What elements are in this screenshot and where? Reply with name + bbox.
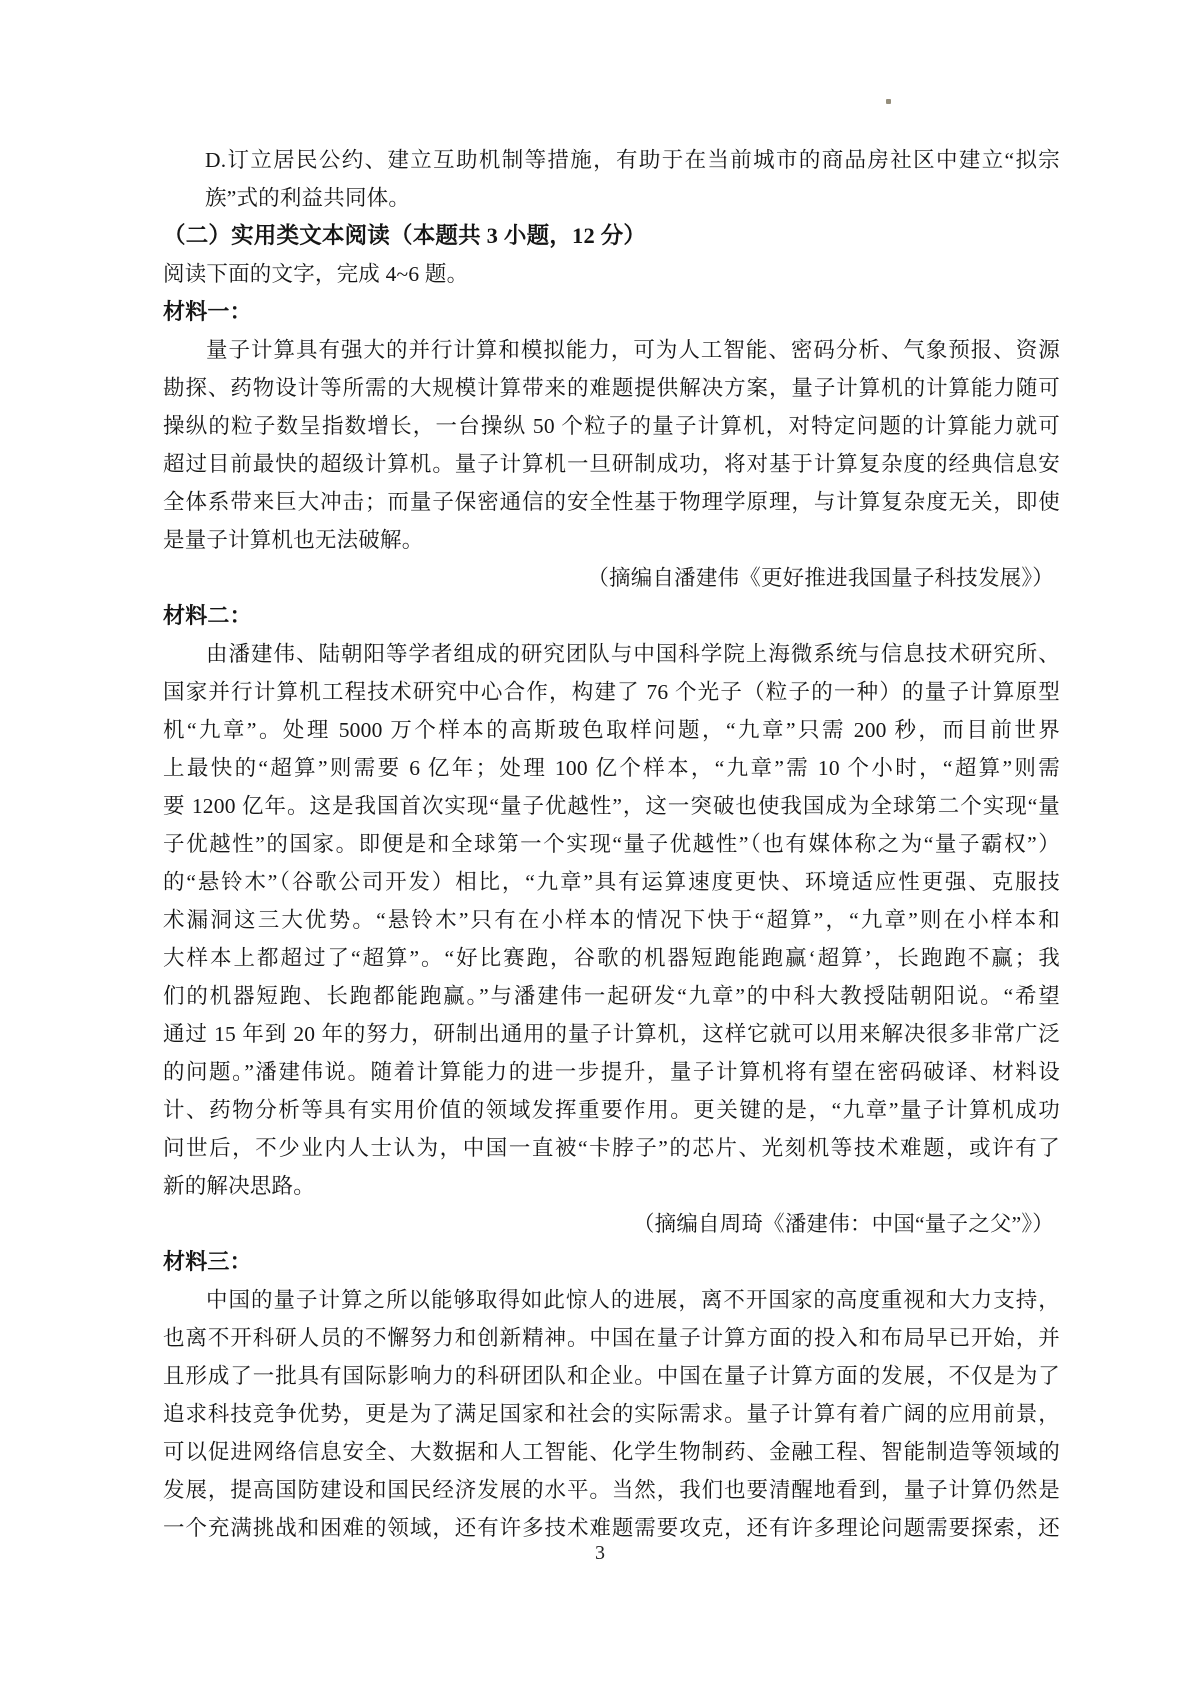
material-2-label-line: 材料二： — [163, 603, 252, 628]
material-2-attribution-line: （摘编自周琦《潘建伟：中国“量子之父”》） — [632, 1212, 1054, 1236]
material-1-attribution-line: （摘编自潘建伟《更好推进我国量子科技发展》） — [587, 566, 1054, 590]
material-3-paragraph-line: 一个充满挑战和困难的领域，还有许多技术难题需要攻克，还有许多理论问题需要探索，还 — [163, 1516, 1060, 1540]
material-3-label-line: 材料三： — [163, 1249, 252, 1274]
option-d — [163, 141, 1060, 217]
material-2-paragraph-line: 的“悬铃木”（谷歌公司开发）相比，“九章”具有运算速度更快、环境适应性更强、克服技 — [163, 870, 1060, 894]
material-2-paragraph-line: 通过 15 年到 20 年的努力，研制出通用的量子计算机，这样它就可以用来解决很多非常广泛 — [163, 1022, 1060, 1046]
material-3-paragraph-line: 也离不开科研人员的不懈努力和创新精神。中国在量子计算方面的投入和布局早已开始，并 — [163, 1326, 1060, 1350]
material-3-paragraph-line: 中国的量子计算之所以能够取得如此惊人的进展，离不开国家的高度重视和大力支持， — [206, 1288, 1060, 1312]
material-3-label — [163, 1243, 1060, 1281]
material-1-paragraph-line: 量子计算具有强大的并行计算和模拟能力，可为人工智能、密码分析、气象预报、资源 — [206, 338, 1060, 362]
material-2-paragraph-line: 子优越性”的国家。即便是和全球第一个实现“量子优越性”（也有媒体称之为“量子霸权”） — [163, 832, 1060, 856]
material-2-paragraph-line: 国家并行计算机工程技术研究中心合作，构建了 76 个光子（粒子的一种）的量子计算原型 — [163, 680, 1060, 704]
material-1-paragraph-line: 操纵的粒子数呈指数增长，一台操纵 50 个粒子的量子计算机，对特定问题的计算能力就可 — [163, 414, 1060, 438]
material-2-paragraph-line: 术漏洞这三大优势。“悬铃木”只有在小样本的情况下快于“超算”，“九章”则在小样本和 — [163, 908, 1060, 932]
material-1-paragraph-line: 勘探、药物设计等所需的大规模计算带来的难题提供解决方案，量子计算机的计算能力随可 — [163, 376, 1060, 400]
material-2-paragraph-line: 大样本上都超过了“超算”。“好比赛跑，谷歌的机器短跑能跑赢‘超算’，长跑跑不赢；我 — [163, 946, 1060, 970]
material-1-paragraph-line: 超过目前最快的超级计算机。量子计算机一旦研制成功，将对基于计算复杂度的经典信息安 — [163, 452, 1060, 476]
material-3-paragraph-line: 追求科技竞争优势，更是为了满足国家和社会的实际需求。量子计算有着广阔的应用前景， — [163, 1402, 1060, 1426]
material-3-paragraph-line: 且形成了一批具有国际影响力的科研团队和企业。中国在量子计算方面的发展，不仅是为了 — [163, 1364, 1060, 1388]
section-ii-heading-line: （二）实用类文本阅读（本题共 3 小题，12 分） — [163, 223, 647, 248]
material-2-label — [163, 597, 1060, 635]
material-1-paragraph-line: 全体系带来巨大冲击；而量子保密通信的安全性基于物理学原理，与计算复杂度无关，即使 — [163, 490, 1060, 514]
material-1-paragraph — [163, 331, 1060, 559]
material-1-label — [163, 293, 1060, 331]
material-2-paragraph — [163, 635, 1060, 1205]
material-2-paragraph-line: 的问题。”潘建伟说。随着计算能力的进一步提升，量子计算机将有望在密码破译、材料设 — [163, 1060, 1060, 1084]
material-3-paragraph-line: 发展，提高国防建设和国民经济发展的水平。当然，我们也要清醒地看到，量子计算仍然是 — [163, 1478, 1060, 1502]
material-2-paragraph-line: 由潘建伟、陆朝阳等学者组成的研究团队与中国科学院上海微系统与信息技术研究所、 — [206, 642, 1060, 666]
material-2-paragraph-line: 上最快的“超算”则需要 6 亿年；处理 100 亿个样本，“九章”需 10 个小时，“超算”则需 — [163, 756, 1060, 780]
material-2-paragraph-line: 新的解决思路。 — [163, 1174, 315, 1198]
material-1-label-line: 材料一： — [163, 299, 252, 324]
reading-instruction — [163, 255, 1060, 293]
section-ii-heading — [163, 217, 1060, 255]
material-2-paragraph-line: 们的机器短跑、长跑都能跑赢。”与潘建伟一起研发“九章”的中科大教授陆朝阳说。“希望 — [163, 984, 1060, 1008]
material-3-paragraph — [163, 1281, 1060, 1547]
reading-instruction-line: 阅读下面的文字，完成 4~6 题。 — [163, 262, 469, 286]
material-1-attribution — [163, 559, 1060, 597]
scan-artifact-dot — [886, 99, 891, 104]
material-3-paragraph-line: 可以促进网络信息安全、大数据和人工智能、化学生物制药、金融工程、智能制造等领域的 — [163, 1440, 1060, 1464]
material-2-paragraph-line: 机“九章”。处理 5000 万个样本的高斯玻色取样问题，“九章”只需 200 秒，而目前世界 — [163, 718, 1060, 742]
material-2-paragraph-line: 计、药物分析等具有实用价值的领域发挥重要作用。更关键的是，“九章”量子计算机成功 — [163, 1098, 1060, 1122]
option-d-line: D.订立居民公约、建立互助机制等措施，有助于在当前城市的商品房社区中建立“拟宗 — [205, 148, 1060, 172]
option-d-line: 族”式的利益共同体。 — [205, 186, 411, 210]
page-number: 3 — [595, 1542, 605, 1564]
document-body — [163, 141, 1060, 1547]
material-2-paragraph-line: 要 1200 亿年。这是我国首次实现“量子优越性”，这一突破也使我国成为全球第二个实现“量 — [163, 794, 1060, 818]
material-2-paragraph-line: 问世后，不少业内人士认为，中国一直被“卡脖子”的芯片、光刻机等技术难题，或许有了 — [163, 1136, 1060, 1160]
material-2-attribution — [163, 1205, 1060, 1243]
material-1-paragraph-line: 是量子计算机也无法破解。 — [163, 528, 424, 552]
